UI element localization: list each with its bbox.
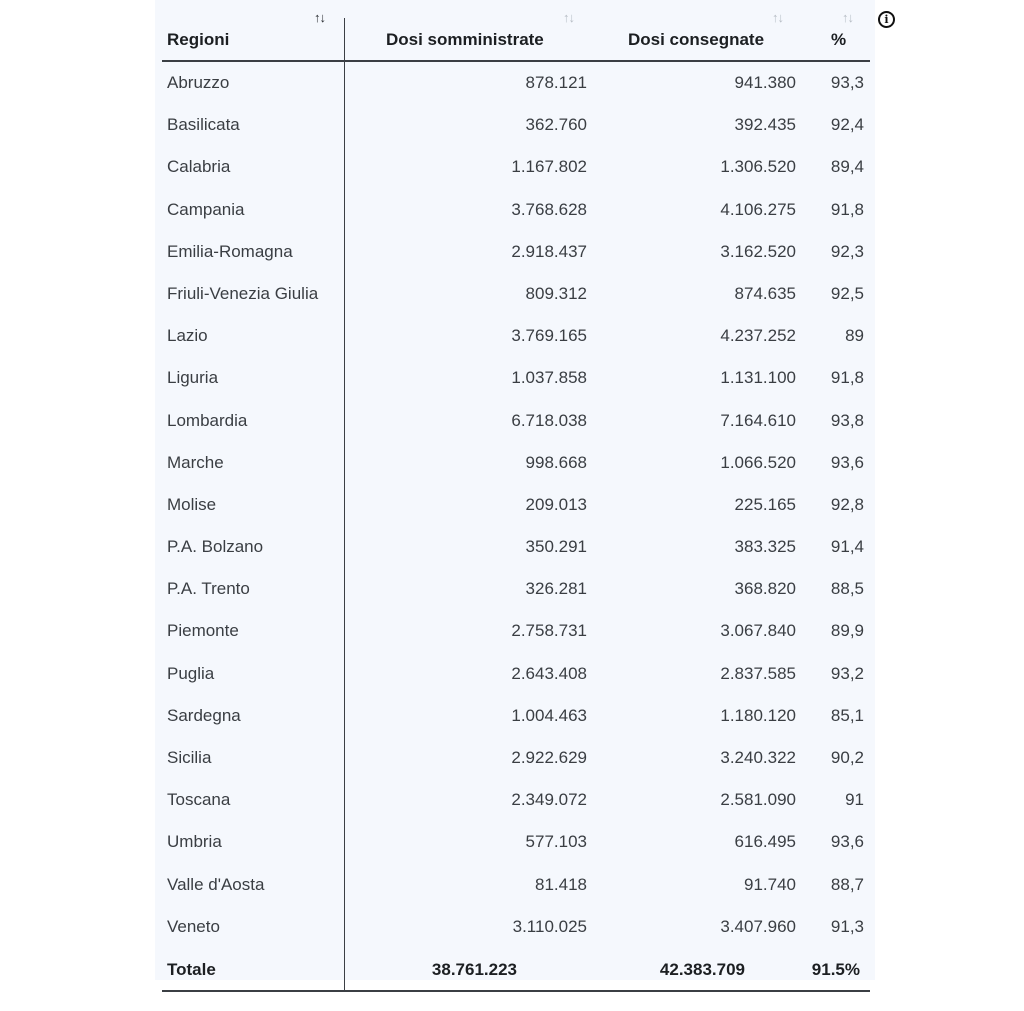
table-row [162, 779, 870, 821]
table-row [162, 400, 870, 442]
cell-administered: 1.004.463 [511, 705, 587, 725]
sort-regioni-icon[interactable]: ↑↓ [314, 10, 325, 25]
sort-percent-icon[interactable]: ↑↓ [842, 10, 853, 25]
cell-delivered: 3.240.322 [720, 748, 796, 767]
cell-delivered: 225.165 [734, 494, 796, 514]
cell-administered: 362.760 [525, 115, 587, 135]
cell-region: Abruzzo [167, 73, 230, 92]
table-row [162, 104, 870, 146]
cell-percent: 92,5 [830, 283, 864, 303]
cell-region: Puglia [167, 663, 215, 683]
cell-delivered: 1.131.100 [720, 368, 796, 388]
cell-region: Toscana [167, 790, 231, 810]
cell-region: Molise [167, 494, 217, 514]
cell-delivered: 4.237.252 [720, 326, 796, 346]
cell-administered: 3.768.628 [511, 199, 587, 219]
cell-percent: 85,1 [830, 705, 864, 725]
cell-percent: 92,8 [830, 494, 864, 514]
table-row [162, 906, 870, 948]
cell-administered: 209.013 [525, 494, 587, 514]
table-row [162, 653, 870, 695]
table-row [162, 821, 870, 863]
cell-delivered: 91.740 [744, 874, 796, 894]
cell-delivered: 1.066.520 [720, 452, 796, 472]
cell-percent: 93,6 [830, 832, 864, 852]
cell-administered: 6.718.038 [511, 410, 587, 430]
table-row [162, 357, 870, 399]
cell-delivered: 1.306.520 [720, 157, 796, 177]
cell-administered: 350.291 [525, 537, 587, 557]
table-body [162, 62, 870, 948]
cell-delivered: 7.164.610 [720, 410, 796, 430]
table-row [162, 568, 870, 610]
cell-percent: 91,8 [830, 368, 864, 388]
cell-percent: 92,3 [830, 241, 864, 261]
cell-percent: 91 [845, 790, 864, 810]
cell-administered: 2.918.437 [511, 241, 587, 261]
cell-delivered: 3.407.960 [720, 916, 796, 936]
info-icon[interactable]: i [878, 11, 895, 28]
table-row [162, 146, 870, 188]
cell-percent: 91,4 [830, 537, 864, 557]
cell-region: Umbria [167, 832, 222, 852]
cell-administered: 3.769.165 [511, 326, 587, 346]
cell-delivered: 3.162.520 [720, 241, 796, 261]
cell-region: Piemonte [167, 621, 239, 641]
cell-percent: 89,4 [830, 157, 864, 177]
cell-region: Friuli-Venezia Giulia [167, 283, 319, 303]
total-row [162, 948, 870, 992]
cell-region: Lombardia [167, 410, 248, 430]
cell-delivered: 2.837.585 [720, 663, 796, 683]
cell-region: Liguria [167, 368, 219, 388]
cell-administered: 998.668 [525, 452, 587, 472]
cell-administered: 577.103 [525, 832, 587, 852]
cell-percent: 91,3 [830, 916, 864, 936]
cell-region: Emilia-Romagna [167, 241, 293, 261]
cell-percent: 93,6 [830, 452, 864, 472]
cell-delivered: 383.325 [734, 537, 796, 557]
table-row [162, 315, 870, 357]
cell-percent: 92,4 [830, 115, 864, 135]
cell-percent: 88,5 [830, 579, 864, 599]
cell-delivered: 874.635 [734, 283, 796, 303]
cell-region: Marche [167, 452, 224, 472]
table-row [162, 231, 870, 273]
sort-delivered-icon[interactable]: ↑↓ [772, 10, 783, 25]
cell-region: P.A. Trento [167, 579, 250, 599]
cell-delivered: 941.380 [734, 73, 796, 92]
total-delivered: 42.383.709 [659, 959, 745, 979]
total-label: Totale [167, 959, 216, 979]
table-row [162, 484, 870, 526]
table-row [162, 442, 870, 484]
sort-administered-icon[interactable]: ↑↓ [563, 10, 574, 25]
table-row [162, 189, 870, 231]
cell-administered: 326.281 [525, 579, 587, 599]
header-dosi-somministrate[interactable]: Dosi somministrate [386, 30, 544, 49]
cell-region: Campania [167, 199, 245, 219]
cell-region: Calabria [167, 157, 231, 177]
cell-percent: 93,8 [830, 410, 864, 430]
cell-administered: 81.418 [535, 874, 587, 894]
cell-region: P.A. Bolzano [167, 537, 264, 557]
cell-administered: 1.037.858 [511, 368, 587, 388]
table-row [162, 526, 870, 568]
cell-delivered: 368.820 [734, 579, 796, 599]
table-row [162, 273, 870, 315]
table-row [162, 864, 870, 906]
vaccine-doses-table [162, 0, 870, 992]
cell-percent: 90,2 [830, 748, 864, 767]
table-row [162, 695, 870, 737]
cell-delivered: 392.435 [734, 115, 796, 135]
cell-administered: 1.167.802 [511, 157, 587, 177]
header-percent[interactable]: % [831, 30, 847, 49]
cell-region: Valle d'Aosta [167, 874, 265, 894]
cell-delivered: 3.067.840 [720, 621, 796, 641]
cell-administered: 3.110.025 [512, 916, 587, 936]
table-row [162, 62, 870, 104]
cell-delivered: 2.581.090 [720, 790, 796, 810]
total-percent: 91.5% [811, 959, 860, 979]
cell-region: Sicilia [167, 748, 212, 767]
cell-percent: 89 [845, 326, 864, 346]
cell-administered: 809.312 [525, 283, 587, 303]
cell-administered: 2.922.629 [511, 748, 587, 767]
cell-delivered: 4.106.275 [720, 199, 796, 219]
cell-delivered: 616.495 [734, 832, 796, 852]
cell-region: Basilicata [167, 115, 240, 135]
total-administered: 38.761.223 [431, 959, 517, 979]
cell-percent: 93,2 [830, 663, 864, 683]
cell-percent: 89,9 [830, 621, 864, 641]
table-row [162, 610, 870, 652]
cell-region: Sardegna [167, 705, 241, 725]
cell-administered: 878.121 [525, 73, 587, 92]
table-header [162, 0, 870, 62]
cell-region: Veneto [167, 916, 220, 936]
cell-administered: 2.758.731 [511, 621, 587, 641]
cell-percent: 91,8 [830, 199, 864, 219]
cell-percent: 88,7 [830, 874, 864, 894]
cell-region: Lazio [167, 326, 208, 346]
cell-percent: 93,3 [830, 73, 864, 92]
header-dosi-consegnate[interactable]: Dosi consegnate [628, 30, 765, 49]
cell-administered: 2.349.072 [511, 790, 587, 810]
header-regioni[interactable]: Regioni [167, 30, 230, 49]
cell-administered: 2.643.408 [511, 663, 587, 683]
table-row [162, 737, 870, 779]
cell-delivered: 1.180.120 [720, 705, 796, 725]
